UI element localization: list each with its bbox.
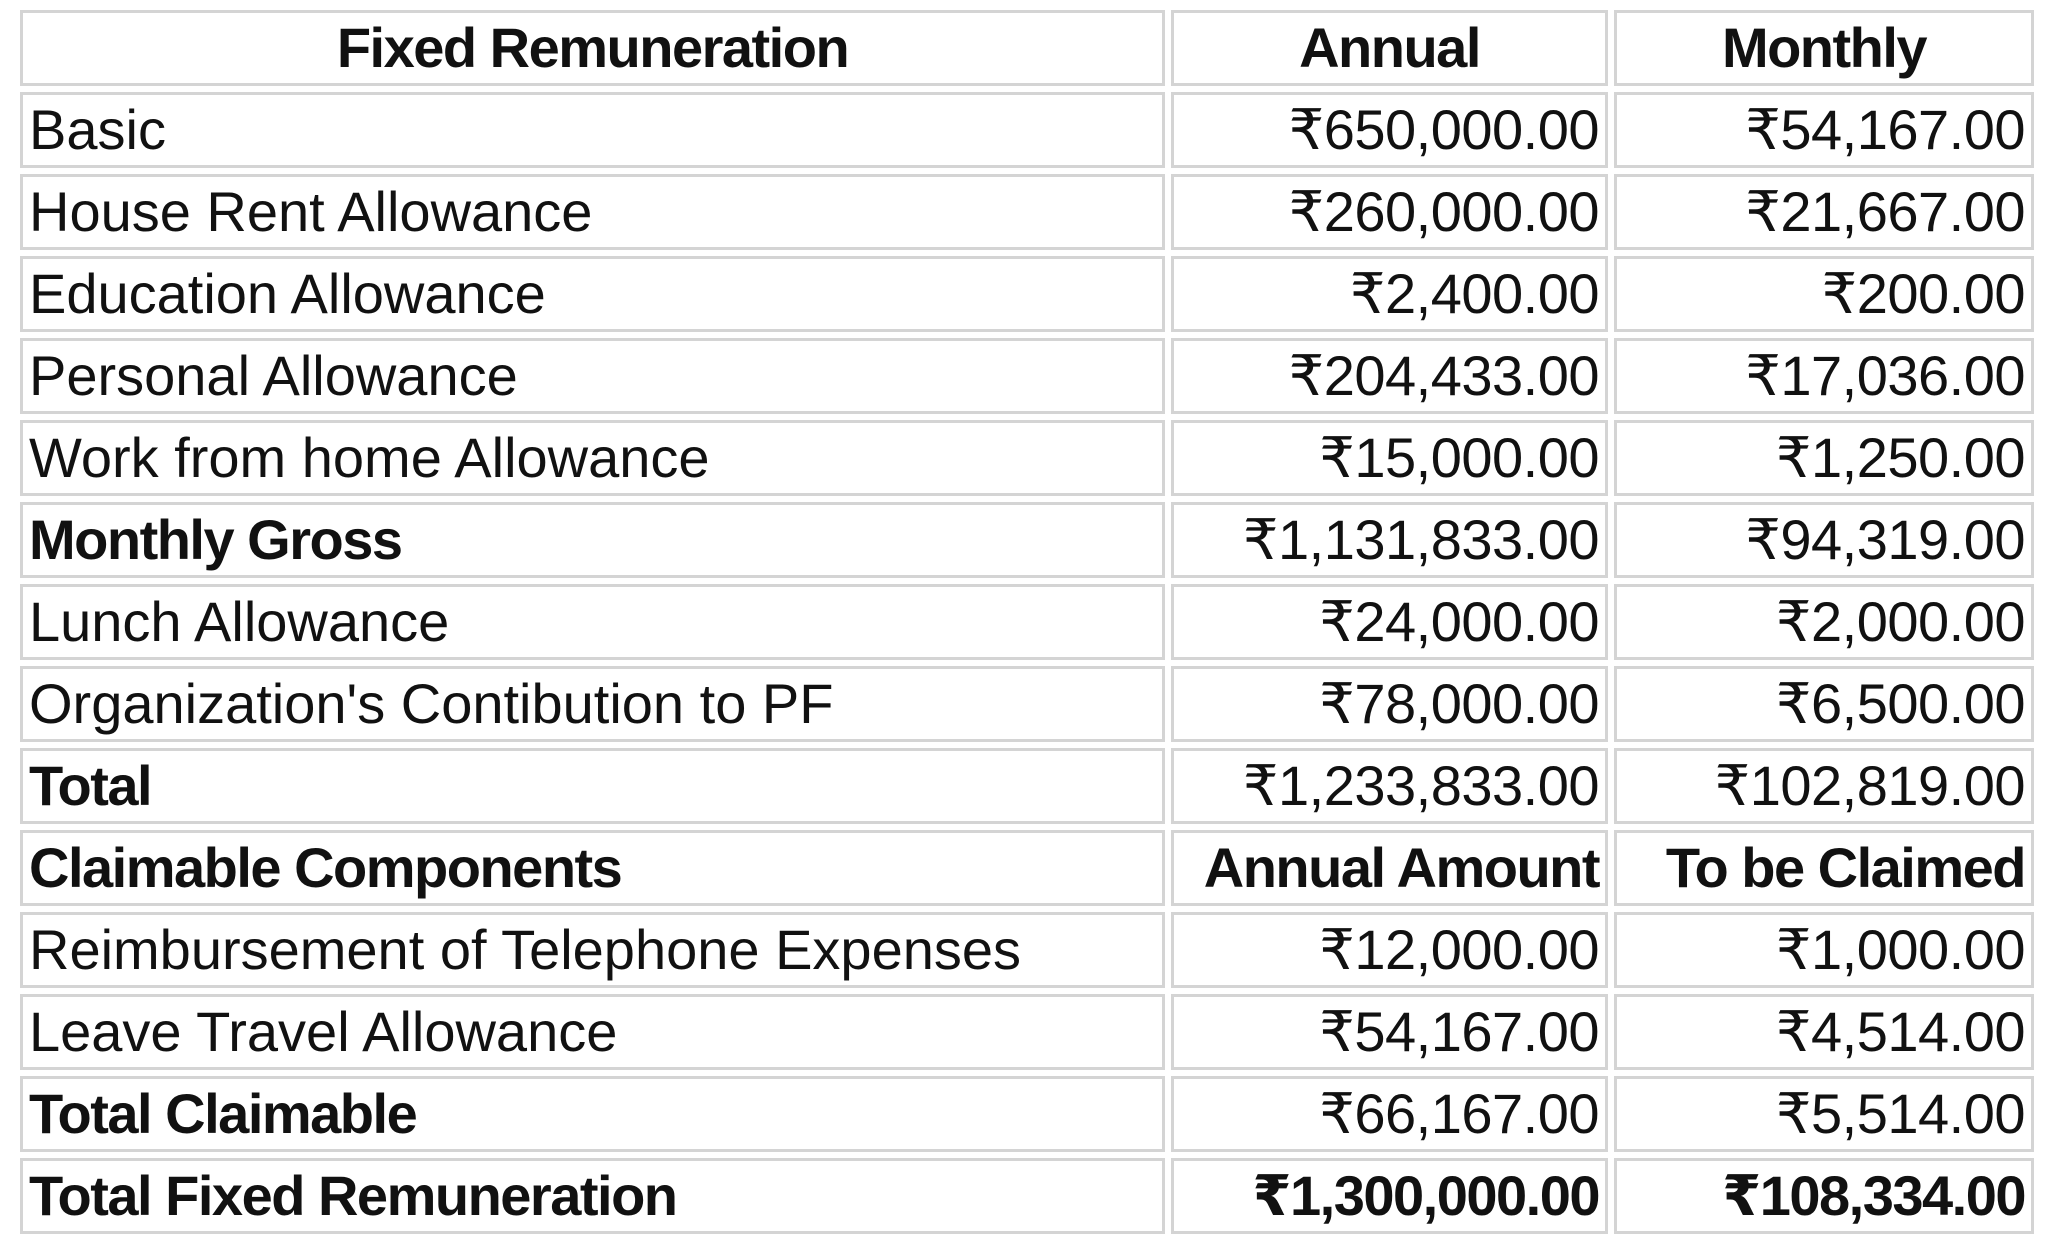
monthly-gross-row: [20, 502, 2034, 578]
row-label: Personal Allowance: [20, 338, 1165, 414]
row-monthly-value: ₹21,667.00: [1614, 174, 2034, 250]
header-annual-amount: Annual Amount: [1171, 830, 1608, 906]
total-fixed-remuneration-label: Total Fixed Remuneration: [20, 1158, 1165, 1234]
total-claimable-label: Total Claimable: [20, 1076, 1165, 1152]
row-monthly-value: ₹6,500.00: [1614, 666, 2034, 742]
total-claimable-annual: ₹66,167.00: [1171, 1076, 1608, 1152]
table-row: [20, 584, 2034, 660]
monthly-gross-annual: ₹1,131,833.00: [1171, 502, 1608, 578]
header-monthly: Monthly: [1614, 10, 2034, 86]
total-label: Total: [20, 748, 1165, 824]
header-annual: Annual: [1171, 10, 1608, 86]
row-label: Lunch Allowance: [20, 584, 1165, 660]
table-row: [20, 666, 2034, 742]
table-row: [20, 174, 2034, 250]
row-monthly-value: ₹200.00: [1614, 256, 2034, 332]
row-annual-value: ₹54,167.00: [1171, 994, 1608, 1070]
row-annual-value: ₹650,000.00: [1171, 92, 1608, 168]
claimable-header-row: [20, 830, 2034, 906]
row-monthly-value: ₹4,514.00: [1614, 994, 2034, 1070]
row-monthly-value: ₹54,167.00: [1614, 92, 2034, 168]
row-label: Education Allowance: [20, 256, 1165, 332]
row-monthly-value: ₹2,000.00: [1614, 584, 2034, 660]
header-to-be-claimed: To be Claimed: [1614, 830, 2034, 906]
row-label: House Rent Allowance: [20, 174, 1165, 250]
row-label: Leave Travel Allowance: [20, 994, 1165, 1070]
total-claimable-row: [20, 1076, 2034, 1152]
total-monthly: ₹102,819.00: [1614, 748, 2034, 824]
row-monthly-value: ₹17,036.00: [1614, 338, 2034, 414]
row-label: Basic: [20, 92, 1165, 168]
table-row: [20, 92, 2034, 168]
row-annual-value: ₹24,000.00: [1171, 584, 1608, 660]
table-row: [20, 420, 2034, 496]
row-annual-value: ₹2,400.00: [1171, 256, 1608, 332]
remuneration-table-container: [14, 4, 2040, 1240]
total-fixed-remuneration-monthly: ₹108,334.00: [1614, 1158, 2034, 1234]
row-monthly-value: ₹1,250.00: [1614, 420, 2034, 496]
table-header-row: [20, 10, 2034, 86]
row-annual-value: ₹260,000.00: [1171, 174, 1608, 250]
remuneration-table: [14, 4, 2040, 1240]
table-row: [20, 994, 2034, 1070]
row-annual-value: ₹15,000.00: [1171, 420, 1608, 496]
row-monthly-value: ₹1,000.00: [1614, 912, 2034, 988]
header-fixed-remuneration: Fixed Remuneration: [20, 10, 1165, 86]
monthly-gross-label: Monthly Gross: [20, 502, 1165, 578]
row-label: Organization's Contibution to PF: [20, 666, 1165, 742]
row-annual-value: ₹78,000.00: [1171, 666, 1608, 742]
total-annual: ₹1,233,833.00: [1171, 748, 1608, 824]
monthly-gross-monthly: ₹94,319.00: [1614, 502, 2034, 578]
total-fixed-remuneration-annual: ₹1,300,000.00: [1171, 1158, 1608, 1234]
total-fixed-remuneration-row: [20, 1158, 2034, 1234]
total-claimable-monthly: ₹5,514.00: [1614, 1076, 2034, 1152]
table-row: [20, 256, 2034, 332]
table-row: [20, 338, 2034, 414]
row-label: Work from home Allowance: [20, 420, 1165, 496]
table-row: [20, 912, 2034, 988]
total-row: [20, 748, 2034, 824]
row-label: Reimbursement of Telephone Expenses: [20, 912, 1165, 988]
row-annual-value: ₹12,000.00: [1171, 912, 1608, 988]
claimable-components-heading: Claimable Components: [20, 830, 1165, 906]
row-annual-value: ₹204,433.00: [1171, 338, 1608, 414]
